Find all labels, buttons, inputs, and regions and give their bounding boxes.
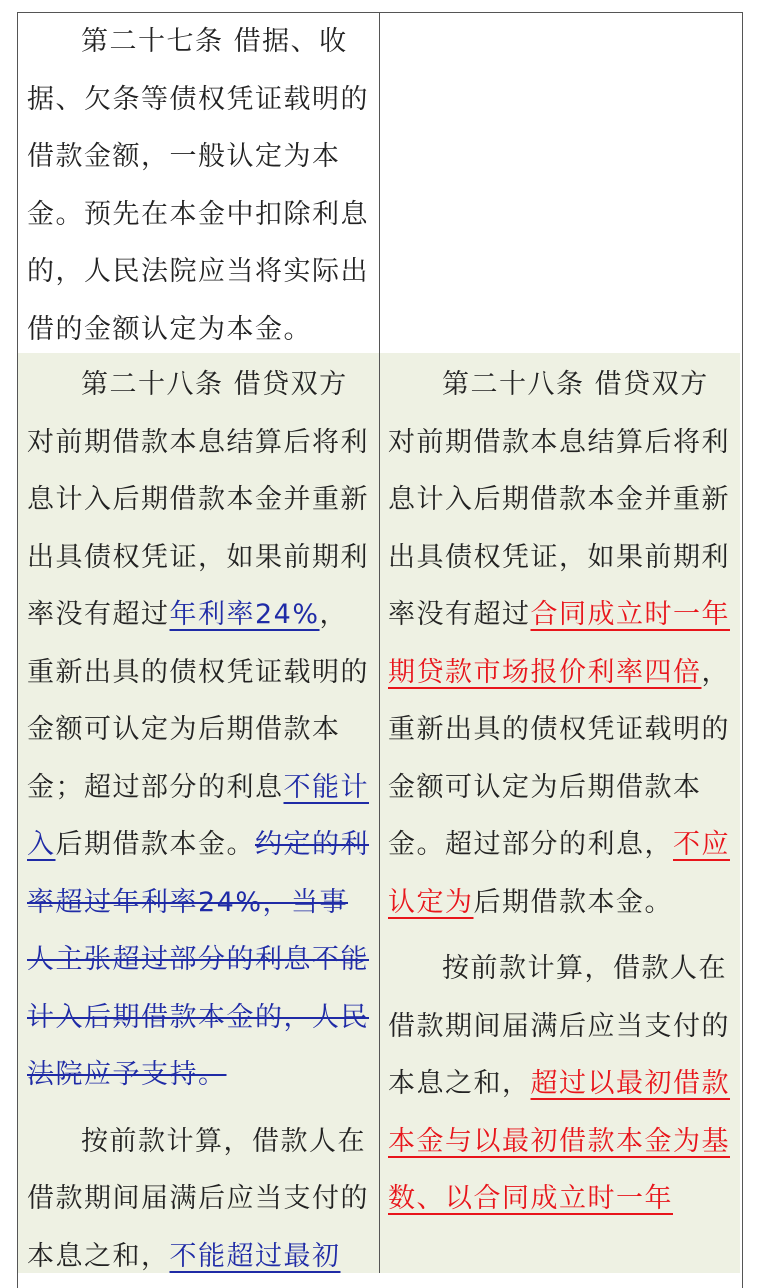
old-deleted-clause: 约定的利率超过年利率24%，当事人主张超过部分的利息不能计入后期借款本金的，人民法院应予支持。	[27, 829, 369, 1090]
new-text-segment: 后期借款本金。	[473, 886, 673, 918]
old-text-segment: 第二十八条 借贷双方对前期借款本息结算后将利息计入后期借款本金并重新出具债权凭证，如果前期利率没有超过	[27, 369, 369, 630]
old-text-segment: 按前款计算，借款人在借款期间届满后应当支付的本息之和，	[27, 1125, 369, 1272]
article-28-old-cell	[27, 356, 371, 1285]
article-28-new-paragraph-1	[388, 356, 732, 931]
old-text-segment: 后期借款本金。	[55, 829, 255, 860]
article-28-old-paragraph-2	[27, 1113, 371, 1286]
article-27-old-text: 第二十七条 借据、收据、欠条等债权凭证载明的借款金额，一般认定为本金。预先在本金中扣除利息的，人民法院应当将实际出借的金额认定为本金。	[27, 26, 369, 345]
old-text-segment: ，重新出具的债权凭证载明的金额可认定为后期借款本金；超过部分的利息	[27, 599, 369, 803]
column-divider	[379, 12, 380, 1273]
article-27-old-cell	[27, 13, 371, 358]
article-28-old-paragraph-1	[27, 356, 371, 1104]
article-28-new-paragraph-2	[388, 940, 732, 1228]
new-highlight-lpr-rate: 合同成立时一年期贷款市场报价利率四倍	[388, 599, 730, 688]
old-highlight-cannot-include: 不能计入	[27, 771, 369, 860]
old-highlight-cap: 不能超过最初	[169, 1240, 341, 1272]
new-text-segment: 第二十八条 借贷双方对前期借款本息结算后将利息计入后期借款本金并重新出具债权凭证，如果前期利率没有超过	[388, 369, 730, 630]
new-text-segment: 按前款计算，借款人在借款期间届满后应当支付的本息之和，	[388, 953, 730, 1099]
new-text-segment: ，重新出具的债权凭证载明的金额可认定为后期借款本金。超过部分的利息，	[388, 656, 730, 860]
new-highlight-cap: 超过以最初借款本金与以最初借款本金为基数、以合同成立时一年	[388, 1068, 730, 1214]
new-highlight-not-recognized: 不应认定为	[388, 829, 730, 918]
article-28-new-cell	[388, 356, 732, 1228]
old-highlight-rate: 年利率24%	[169, 599, 320, 630]
